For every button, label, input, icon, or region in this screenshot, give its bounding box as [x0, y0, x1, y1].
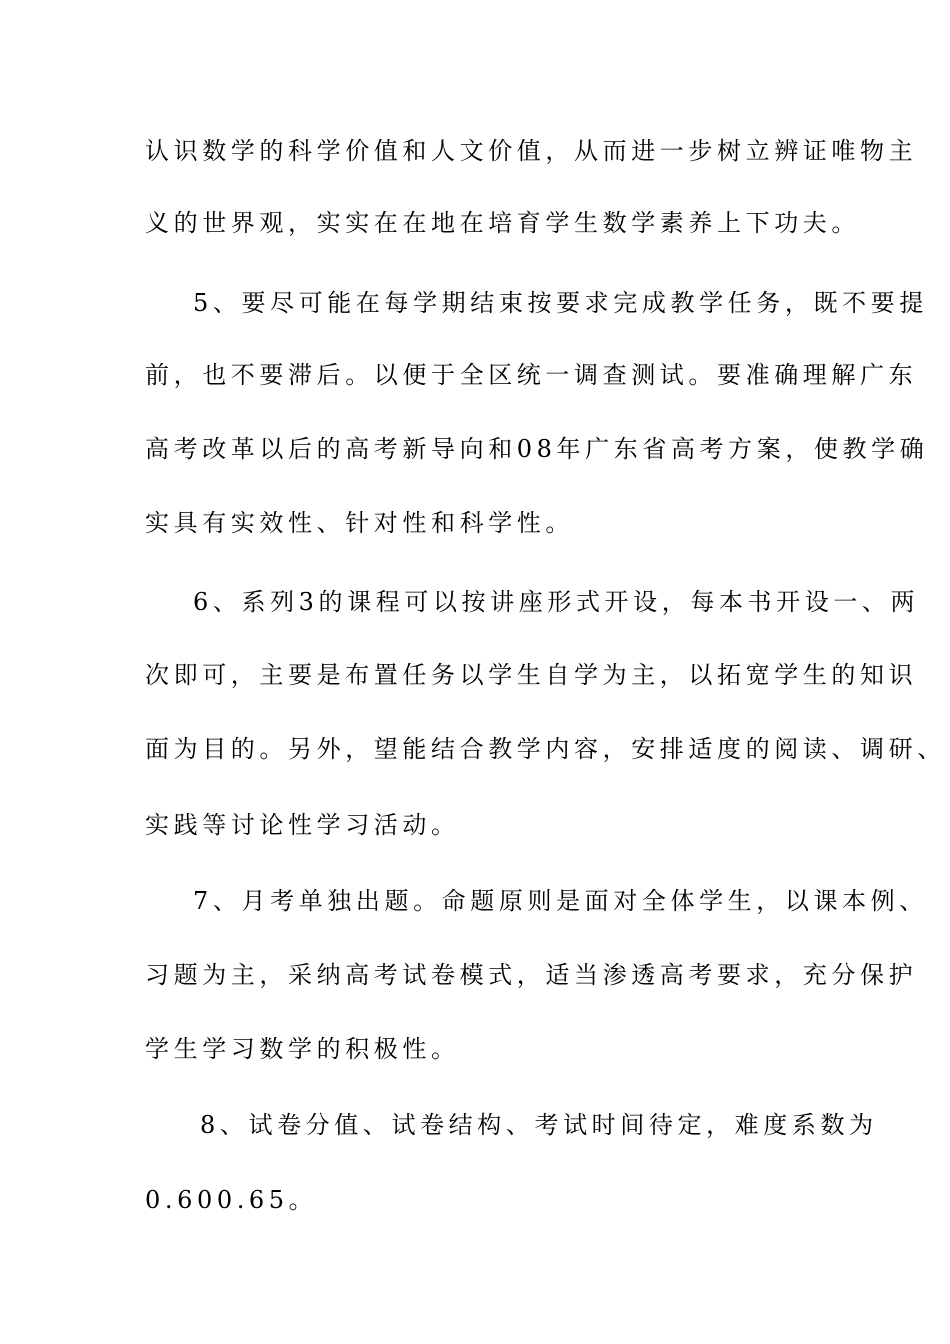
text-line: 高考改革以后的高考新导向和08年广东省高考方案，使教学确: [145, 435, 929, 463]
text-line: 实具有实效性、针对性和科学性。: [145, 509, 574, 537]
paragraph-5-line: 5、要尽可能在每学期结束按要求完成教学任务，既不要提: [193, 289, 928, 317]
text-line: 义的世界观，实实在在地在培育学生数学素养上下功夫。: [145, 209, 860, 237]
text-line: 面为目的。另外，望能结合教学内容，安排适度的阅读、调研、: [145, 735, 946, 763]
text-line: 认识数学的科学价值和人文价值，从而进一步树立辨证唯物主: [145, 137, 918, 165]
text-line: 习题为主，采纳高考试卷模式，适当渗透高考要求，充分保护: [145, 961, 918, 989]
paragraph-7-line: 7、月考单独出题。命题原则是面对全体学生，以课本例、: [193, 887, 928, 915]
text-line: 实践等讨论性学习活动。: [145, 811, 460, 839]
paragraph-6-line: 6、系列3的课程可以按讲座形式开设，每本书开设一、两: [193, 588, 920, 616]
text-line: 次即可，主要是布置任务以学生自学为主，以拓宽学生的知识: [145, 661, 918, 689]
text-line: 前，也不要滞后。以便于全区统一调查测试。要准确理解广东: [145, 361, 918, 389]
paragraph-8-line: 8、试卷分值、试卷结构、考试时间待定，难度系数为: [200, 1111, 878, 1139]
text-line: 学生学习数学的积极性。: [145, 1035, 460, 1063]
text-line: 0.600.65。: [145, 1186, 318, 1214]
